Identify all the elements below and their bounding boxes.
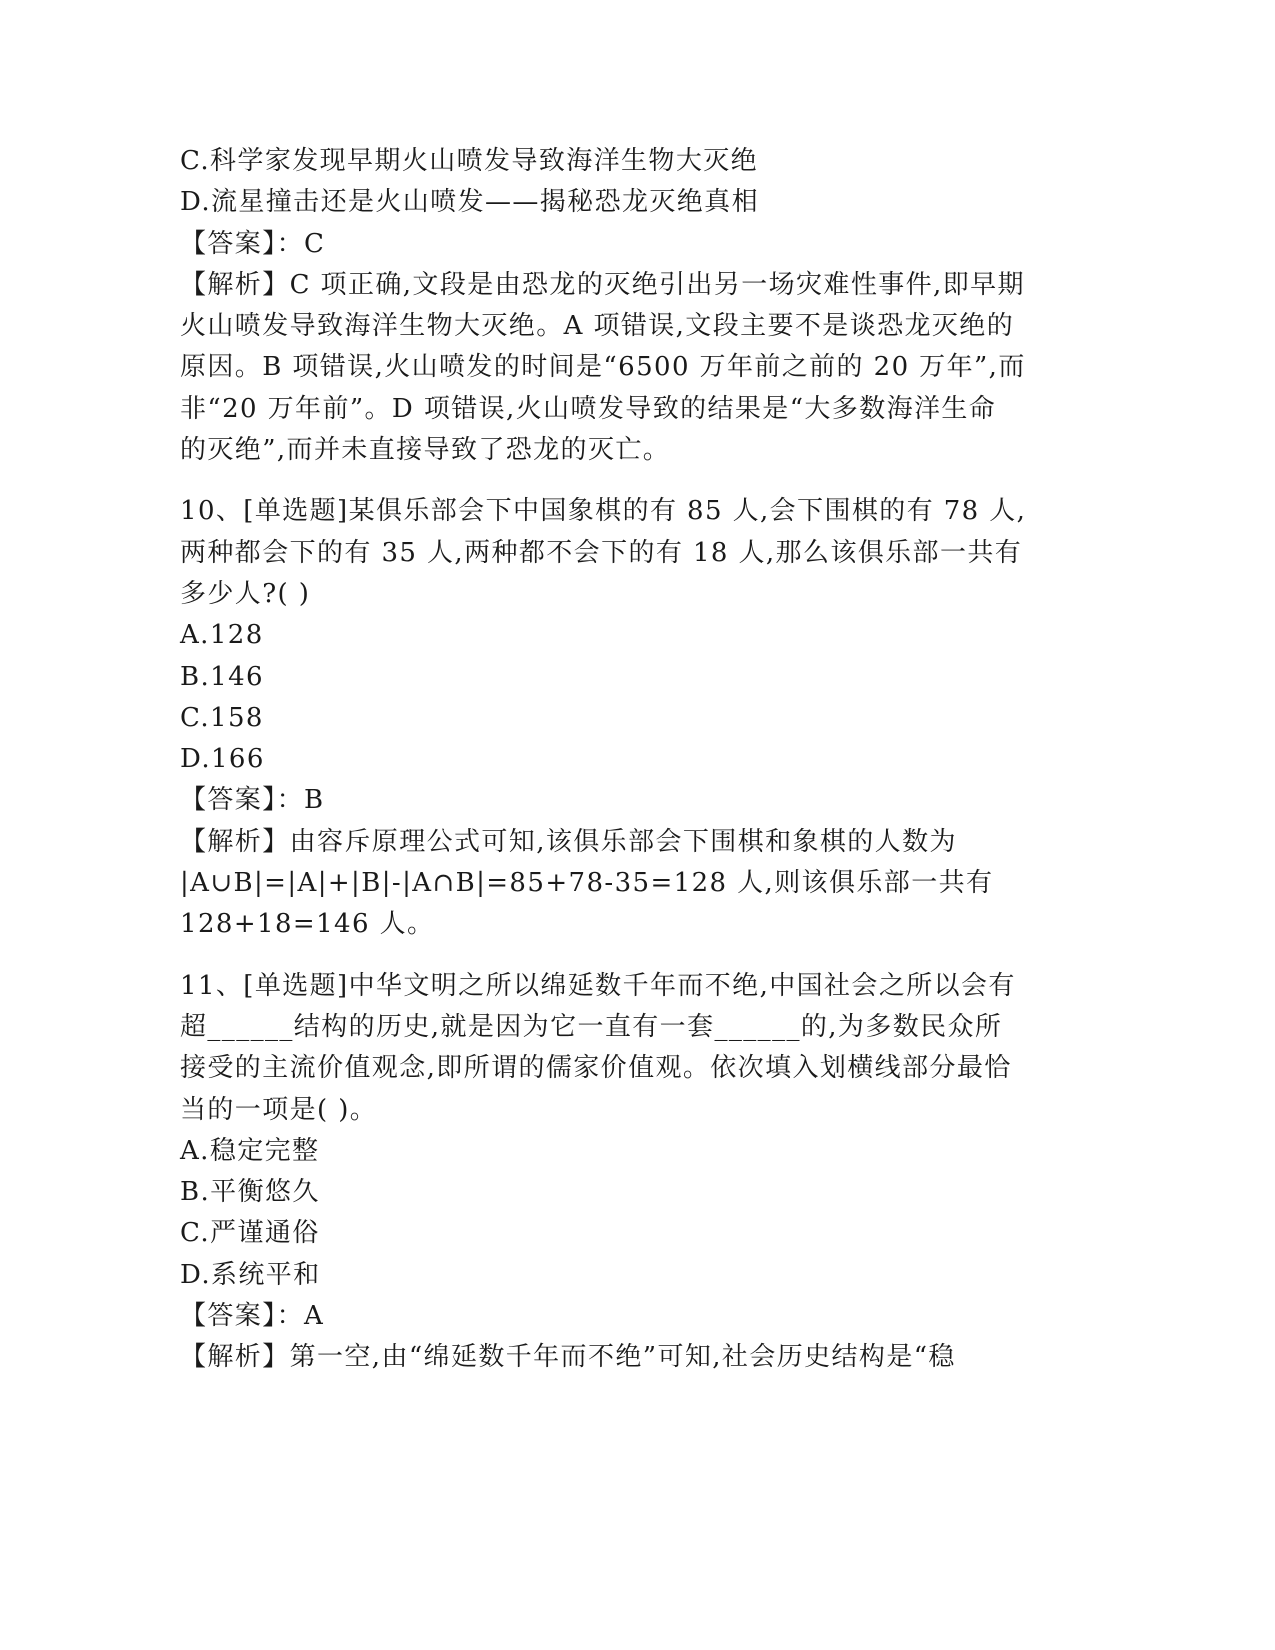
question-stem-line: 两种都会下的有 35 人,两种都不会下的有 18 人,那么该俱乐部一共有 [180, 537, 1023, 568]
analysis-line: |A∪B|=|A|+|B|-|A∩B|=85+78-35=128 人,则该俱乐部一共有 [180, 868, 994, 899]
paragraph-gap [180, 471, 1080, 491]
option-d: D.166 [180, 744, 265, 775]
option-c: C.科学家发现早期火山喷发导致海洋生物大灭绝 [180, 146, 759, 176]
analysis-line: 【解析】C 项正确,文段是由恐龙的灭绝引出另一场灾难性事件,即早期 [180, 269, 1025, 300]
analysis-line: 非“20 万年前”。D 项错误,火山喷发导致的结果是“大多数海洋生命 [180, 393, 997, 424]
answer: 【答案】：C [180, 228, 326, 259]
question-11 [180, 966, 1080, 1379]
question-stem-line: 当的一项是( )。 [180, 1094, 378, 1125]
paragraph-gap [180, 946, 1080, 966]
option-a: A.128 [180, 620, 264, 651]
analysis-line: 【解析】第一空,由“绵延数千年而不绝”可知,社会历史结构是“稳 [180, 1342, 956, 1373]
option-a: A.稳定完整 [180, 1135, 320, 1166]
question-stem-line: 超______结构的历史,就是因为它一直有一套______的,为多数民众所 [180, 1011, 1003, 1042]
question-stem-line: 多少人?( ) [180, 578, 311, 609]
question-9-tail [180, 141, 1080, 471]
analysis-line: 原因。B 项错误,火山喷发的时间是“6500 万年前之前的 20 万年”,而 [180, 352, 1026, 383]
document-page [180, 141, 1080, 1379]
option-b: B.平衡悠久 [180, 1177, 320, 1208]
question-stem-line: 10、[单选题]某俱乐部会下中国象棋的有 85 人,会下围棋的有 78 人, [180, 496, 1027, 527]
analysis-line: 火山喷发导致海洋生物大灭绝。A 项错误,文段主要不是谈恐龙灭绝的 [180, 311, 1015, 342]
question-10 [180, 491, 1080, 945]
answer: 【答案】：A [180, 1301, 325, 1332]
question-stem-line: 接受的主流价值观念,即所谓的儒家价值观。依次填入划横线部分最恰 [180, 1053, 1012, 1084]
answer: 【答案】：B [180, 785, 325, 816]
analysis-line: 128+18=146 人。 [180, 909, 435, 940]
option-b: B.146 [180, 661, 264, 692]
analysis-line: 【解析】由容斥原理公式可知,该俱乐部会下围棋和象棋的人数为 [180, 826, 957, 857]
option-d: D.系统平和 [180, 1259, 321, 1290]
option-c: C.158 [180, 702, 264, 733]
analysis-line: 的灭绝”,而并未直接导致了恐龙的灭亡。 [180, 435, 671, 466]
option-d: D.流星撞击还是火山喷发——揭秘恐龙灭绝真相 [180, 187, 759, 218]
option-c: C.严谨通俗 [180, 1218, 320, 1249]
question-stem-line: 11、[单选题]中华文明之所以绵延数千年而不绝,中国社会之所以会有 [180, 970, 1016, 1001]
